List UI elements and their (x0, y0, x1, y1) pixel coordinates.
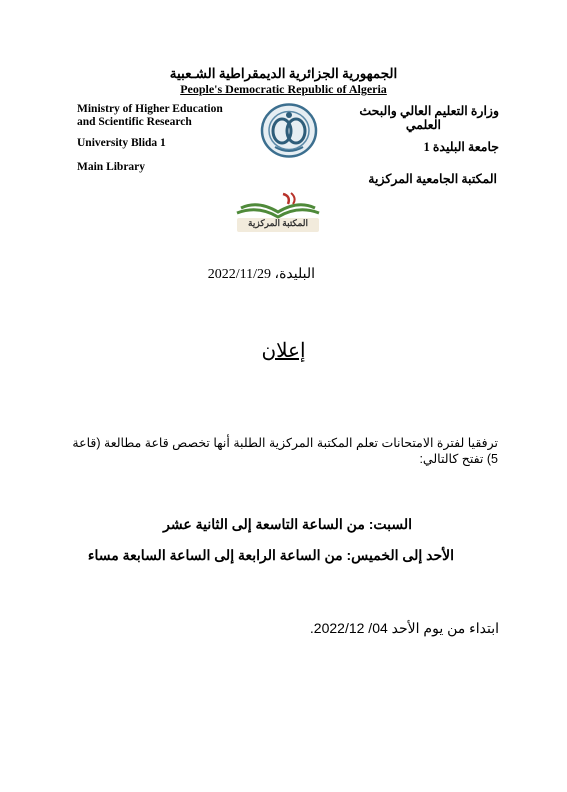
university-logo-icon (260, 103, 318, 158)
ministry-english-line2: and Scientific Research (77, 116, 192, 128)
ministry-english (77, 103, 223, 129)
announcement-body: ترفقيا لفترة الامتحانات تعلم المكتبة المركزية الطلبة أنها تخصص قاعة مطالعة (قاعة 5) تفتح كالتالي: (72, 436, 498, 466)
library-logo (233, 190, 323, 234)
english-republic-title: People's Democratic Republic of Algeria (180, 82, 387, 96)
date-line: البليدة، 2022/11/29 (207, 267, 315, 282)
ministry-arabic-line1: وزارة التعليم العالي والبحث (359, 104, 499, 118)
university-arabic: جامعة البليدة 1 (423, 140, 499, 154)
library-logo-text: المكتبة المركزية (248, 218, 308, 228)
announcement-title-text: إعلان (261, 340, 306, 362)
start-date-line: ابتداء من يوم الأحد 04/ 2022/12. (309, 620, 499, 636)
university-english: University Blida 1 (77, 137, 166, 149)
arabic-republic-title: الجمهورية الجزائرية الديمقراطية الشـعبية (169, 66, 398, 81)
schedule-sunday-thursday: الأحد إلى الخميس: من الساعة الرابعة إلى الساعة السابعة مساء (87, 547, 454, 563)
ministry-arabic (359, 104, 499, 132)
library-english: Main Library (77, 161, 146, 173)
schedule-saturday: السبت: من الساعة التاسعة إلى الثانية عشر (163, 516, 412, 532)
announcement-title (0, 338, 567, 363)
ministry-arabic-line2: العلمي (405, 118, 441, 132)
library-arabic: المكتبة الجامعية المركزية (368, 172, 497, 186)
ministry-english-line1: Ministry of Higher Education (77, 103, 223, 115)
